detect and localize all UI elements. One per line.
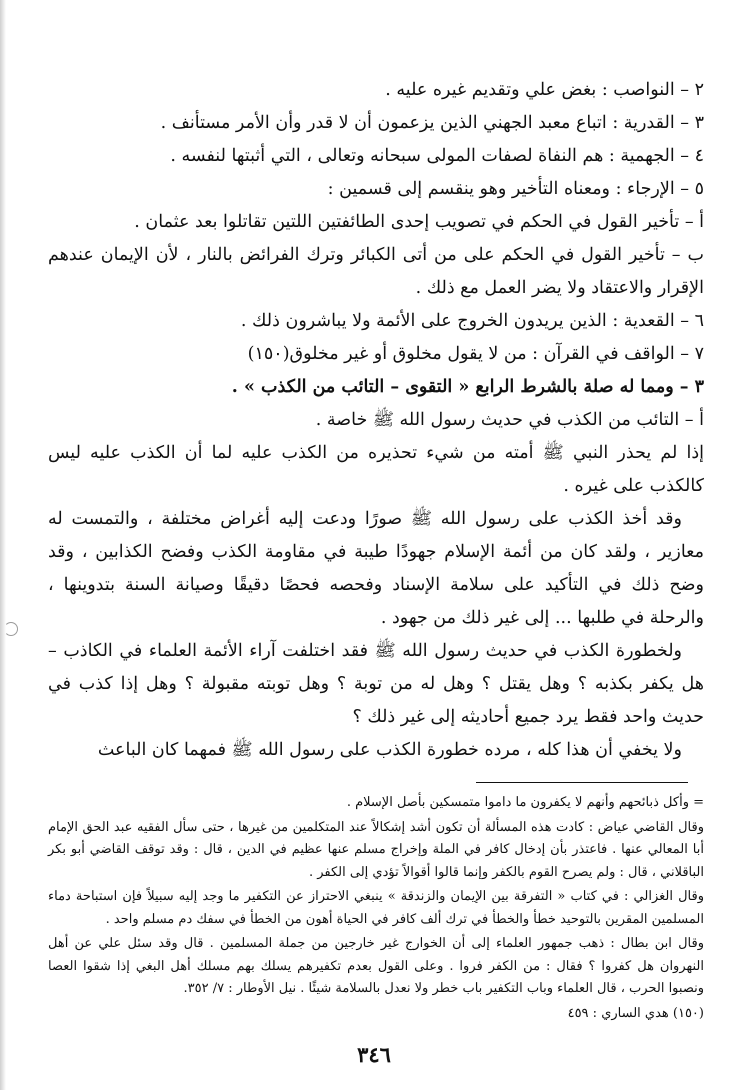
paragraph: ولا يخفي أن هذا كله ، مرده خطورة الكذب على رسول الله ﷺ فمهما كان الباعث bbox=[97, 740, 682, 760]
paragraph: ٣ – القدرية : اتباع معبد الجهني الذين يزعمون أن لا قدر وأن الأمر مستأنف . bbox=[160, 113, 704, 133]
footnote: وقال ابن بطال : ذهب جمهور العلماء إلى أن الخوارج غير خارجين من جملة المسلمين . قال وقد سئل علي عن أهل النهروان هل كفروا ؟ فقال : من الكفر فروا . وعلى القول بعدم تكفيرهم يسلك بهم مسلك أهل البغي إذا شقوا العصا ونصبوا الحرب ، قال العلماء وباب التكفير باب خطر ولا نعدل بالسلامة شيئًا . نيل الأوطار : ٧/ ٣٥٢. bbox=[48, 936, 704, 996]
footnote: = وأكل ذبائحهم وأنهم لا يكفرون ما داموا متمسكين بأصل الإسلام . bbox=[346, 795, 704, 810]
footnote: وقال الغزالي : في كتاب « التفرقة بين الإيمان والزندقة » ينبغي الاحتراز عن التكفير ما وجد إليه سبيلاً فإن استباحة دماء المسلمين المقرين بالتوحيد خطأ والخطأ في ترك ألف كافر في الحياة أهون من الخطأ في سفك دم مسلم واحد . bbox=[48, 889, 704, 927]
paragraph: أ – تأخير القول في الحكم في تصويب إحدى الطائفتين اللتين تقاتلوا بعد عثمان . bbox=[134, 212, 704, 232]
footnote-divider bbox=[476, 782, 688, 783]
paragraph: ٢ – النواصب : بغض علي وتقديم غيره عليه . bbox=[385, 80, 704, 100]
paragraph: ولخطورة الكذب في حديث رسول الله ﷺ فقد اختلفت آراء الأئمة العلماء في الكاذب – هل يكفر بكذبه ؟ وهل يقتل ؟ وهل له من توبة ؟ وهل توبته مقبولة ؟ وهل إذا كذب في حديث واحد فقط يرد جميع أحاديثه إلى غير ذلك ؟ bbox=[48, 641, 704, 727]
paragraph: ٥ – الإرجاء : ومعناه التأخير وهو ينقسم إلى قسمين : bbox=[327, 179, 704, 199]
main-text bbox=[48, 74, 704, 767]
margin-mark bbox=[4, 622, 18, 636]
paragraph: ب – تأخير القول في الحكم على من أتى الكبائر وترك الفرائض بالنار ، لأن الإيمان عندهم الإقرار والاعتقاد ولا يضر العمل مع ذلك . bbox=[48, 245, 704, 298]
paragraph: وقد أخذ الكذب على رسول الله ﷺ صورًا ودعت إليه أغراض مختلفة ، والتمست له معازير ، ولقد كان من أئمة الإسلام جهودًا طيبة في مقاومة الكذب وفضح الكذابين ، وقد وضح ذلك في التأكيد على سلامة الإسناد وفحصه فحصًا دقيقًا وصيانة السنة بتدوينها ، والرحلة في طلبها ... إلى غير ذلك من جهود . bbox=[48, 509, 704, 628]
paragraph: إذا لم يحذر النبي ﷺ أمته من شيء تحذيره من الكذب عليه لما أن الكذب عليه ليس كالكذب على غيره . bbox=[48, 443, 704, 496]
paragraph: ٤ – الجهمية : هم النفاة لصفات المولى سبحانه وتعالى ، التي أثبتها لنفسه . bbox=[170, 146, 704, 166]
footnote-reference: (١٥٠) هدي الساري : ٤٥٩ bbox=[567, 1005, 704, 1021]
paragraph: أ – التائب من الكذب في حديث رسول الله ﷺ خاصة . bbox=[315, 410, 704, 430]
section-heading: ٣ – ومما له صلة بالشرط الرابع « التقوى – التائب من الكذب » . bbox=[231, 377, 704, 397]
paragraph: ٦ – القعدية : الذين يريدون الخروج على الأئمة ولا يباشرون ذلك . bbox=[240, 311, 704, 331]
footnote: وقال القاضي عياض : كادت هذه المسألة أن تكون أشد إشكالاً عند المتكلمين من غيرها ، حتى سأل الفقيه عبد الحق الإمام أبا المعالي عنها . فاعتذر بأن إدخال كافر في الملة وإخراج مسلم عنها عظيم في الدين ، قال : وقد توقف القاضي أبو بكر الباقلاني ، قال : ولم يصرح القوم بالكفر وإنما قالوا أقوالاً تؤدي إلى الكفر . bbox=[48, 819, 704, 880]
paragraph: ٧ – الواقف في القرآن : من لا يقول مخلوق أو غير مخلوق(١٥٠) bbox=[247, 344, 704, 364]
footnotes bbox=[48, 792, 704, 1025]
page-number: ٣٤٦ bbox=[357, 1042, 391, 1067]
